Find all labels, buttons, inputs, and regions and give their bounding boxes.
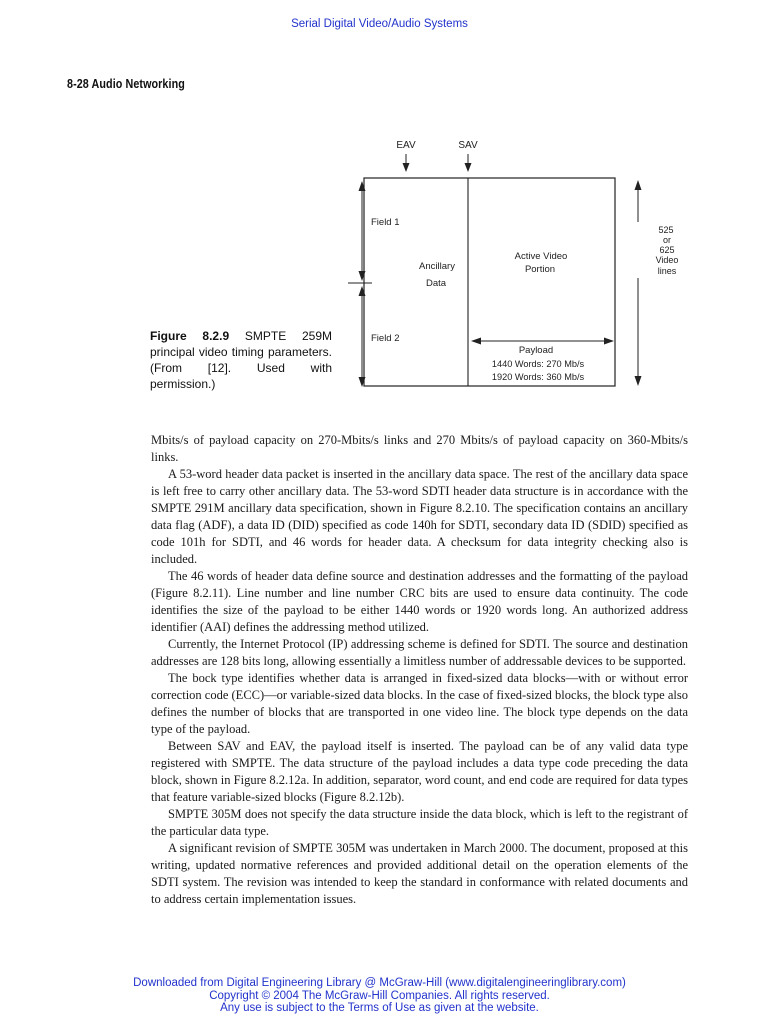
ancillary-label-2: Data [425,278,447,289]
video-lines-arrow-top [635,180,642,190]
payload-1920-label: 1920 Words: 360 Mb/s [491,372,585,382]
payload-1440-label: 1440 Words: 270 Mb/s [491,359,585,369]
active-video-label-2: Portion [524,264,556,275]
footer-terms-link[interactable]: Any use is subject to the Terms of Use as given at the website. [220,1002,539,1014]
payload-arrow-right [604,338,614,345]
footer-download-link[interactable]: Downloaded from Digital Engineering Library @ McGraw-Hill (www.digitalengineeringlibrary.com) [133,977,626,989]
paragraph: A 53-word header data packet is inserted in the ancillary data space. The rest of the ancillary data space is left free to carry other ancillary data. The 53-word SDTI header data structure is in accordance with the SMPTE 291M ancillary data specification, shown in Figure 8.2.10. The specification contains an ancillary data flag (ADF), a data ID (DID) specified as code 140h for SDTI, secondary data ID (SDID) specified as code 101h for SDTI, and 46 words for header data. A checksum for data integrity checking also is included. [151,467,688,566]
video-lines-label-4: Video [655,255,679,265]
paragraph: Mbits/s of payload capacity on 270-Mbits/s links and 270 Mbits/s of payload capacity on 360-Mbits/s links. [151,433,688,464]
video-lines-label-2: or [662,235,672,245]
frame-box [364,178,615,386]
active-video-label-1: Active Video [514,251,568,262]
video-lines-label-bg [624,222,653,278]
video-lines-label-5: lines [657,266,677,276]
sav-label: SAV [458,140,478,151]
figure-caption [150,328,332,392]
video-lines-label-1: 525 [658,225,674,235]
timing-diagram [340,130,679,395]
eav-arrowhead [403,163,410,172]
payload-label: Payload [518,345,554,356]
section-heading: 8-28 Audio Networking [67,77,185,91]
eav-label: EAV [396,140,416,151]
field2-label: Field 2 [371,333,400,344]
paragraph: SMPTE 305M does not specify the data structure inside the data block, which is left to the registrant of the particular data type. [151,807,688,838]
paragraph: Currently, the Internet Protocol (IP) addressing scheme is defined for SDTI. The source and destination addresses are 128 bits long, allowing essentially a limitless number of addressable devices to be supported. [151,637,688,668]
body-text [151,432,688,908]
paragraph: Between SAV and EAV, the payload itself is inserted. The payload can be of any valid data type registered with SMPTE. The data structure of the payload includes a data type code preceding the data block, shown in Figure 8.2.12a. In addition, separator, word count, and end code are required for data types that feature variable-sized blocks (Figure 8.2.12b). [151,739,688,804]
video-lines-arrow-bottom [635,376,642,386]
paragraph: A significant revision of SMPTE 305M was undertaken in March 2000. The document, proposed at this writing, updated normative references and provided additional detail on the operation elements of the SDTI system. The revision was intended to keep the standard in conformance with related documents and to address certain implementation issues. [151,841,688,906]
paragraph: The 46 words of header data define source and destination addresses and the formatting of the payload (Figure 8.2.11). Line number and line number CRC bits are used to ensure data continuity. The code identifies the size of the payload to be either 1440 words or 1920 words long. An authorized address identifier (AAI) defines the addressing method utilized. [151,569,688,634]
paragraph: The bock type identifies whether data is arranged in fixed-sized data blocks—with or without error correction code (ECC)—or variable-sized data blocks. In the case of fixed-sized blocks, the block type also defines the number of blocks that are transported in one video line. The block type depends on the data type of the payload. [151,671,688,736]
footer [0,977,759,1015]
figure-caption-label: Figure 8.2.9 [150,329,230,343]
payload-arrow-left [471,338,481,345]
sav-arrowhead [465,163,472,172]
field1-label: Field 1 [371,217,400,228]
footer-copyright-link[interactable]: Copyright © 2004 The McGraw-Hill Companies. All rights reserved. [209,989,550,1002]
video-lines-label-3: 625 [659,245,675,255]
running-title: Serial Digital Video/Audio Systems [291,18,468,30]
ancillary-label-1: Ancillary [419,261,455,272]
figure-caption-text: SMPTE 259M principal video timing parameters. (From [12]. Used with permission.) [150,329,332,391]
